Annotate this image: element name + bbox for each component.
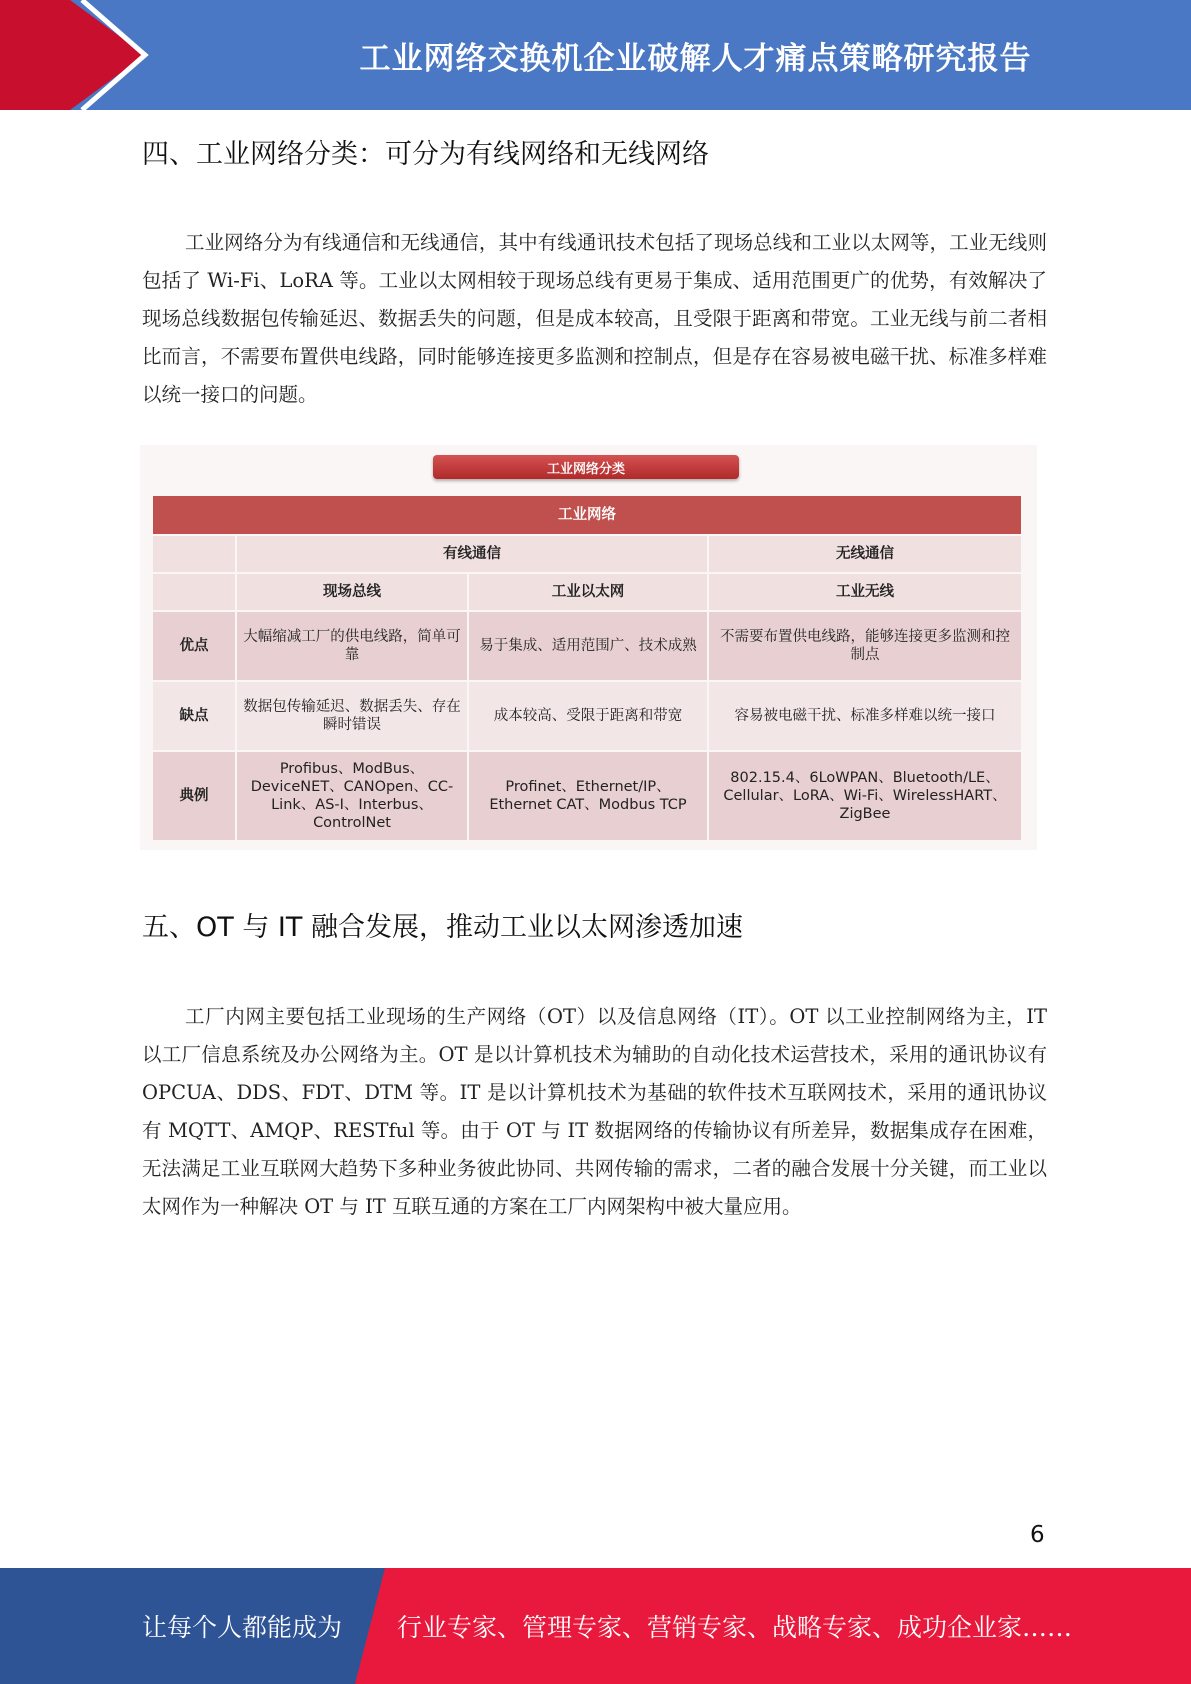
cell-fieldbus-examples: Profibus、ModBus、DeviceNET、CANOpen、CC-Link、AS-I、Interbus、ControlNet [237, 752, 467, 840]
header-chevron-graphic [0, 0, 160, 110]
column-header-fieldbus: 现场总线 [237, 574, 467, 610]
network-classification-figure [140, 445, 1037, 850]
table-corner-cell [153, 536, 235, 572]
row-label-advantages: 优点 [153, 612, 235, 680]
cell-ethernet-disadvantages: 成本较高、受限于距离和带宽 [469, 682, 707, 750]
row-label-examples: 典例 [153, 752, 235, 840]
cell-ethernet-advantages: 易于集成、适用范围广、技术成熟 [469, 612, 707, 680]
table-row [153, 682, 1021, 750]
page-number: 6 [1030, 1522, 1045, 1548]
section-4-paragraph: 工业网络分为有线通信和无线通信，其中有线通讯技术包括了现场总线和工业以太网等，工业无线则包括了 Wi-Fi、LoRA 等。工业以太网相较于现场总线有更易于集成、适用范围更广的优势，有效解决了现场总线数据包传输延迟、数据丢失的问题，但是成本较高，且受限于距离和带宽。工业无线与前二者相比而言，不需要布置供电线路，同时能够连接更多监测和控制点，但是存在容易被电磁干扰、标准多样难以统一接口的问题。 [142, 231, 1047, 406]
footer-slogan-right: 行业专家、管理专家、营销专家、战略专家、成功企业家…… [397, 1613, 1073, 1642]
cell-wireless-examples: 802.15.4、6LoWPAN、Bluetooth/LE、Cellular、LoRA、Wi-Fi、WirelessHART、ZigBee [709, 752, 1021, 840]
cell-fieldbus-disadvantages: 数据包传输延迟、数据丢失、存在瞬时错误 [237, 682, 467, 750]
column-header-wireless: 工业无线 [709, 574, 1021, 610]
page-footer [0, 1568, 1191, 1684]
group-header-wireless: 无线通信 [709, 536, 1021, 572]
table-row [153, 752, 1021, 840]
report-title: 工业网络交换机企业破解人才痛点策略研究报告 [359, 40, 1032, 77]
table-row [153, 612, 1021, 680]
group-header-wired: 有线通信 [237, 536, 707, 572]
section-5-paragraph: 工厂内网主要包括工业现场的生产网络（OT）以及信息网络（IT）。OT 以工业控制网络为主，IT 以工厂信息系统及办公网络为主。OT 是以计算机技术为辅助的自动化技术运营技术，采用的通讯协议有 OPCUA、DDS、FDT、DTM 等。IT 是以计算机技术为基础的软件技术互联网技术，采用的通讯协议有 MQTT、AMQP、RESTful 等。由于 OT 与 IT 数据网络的传输协议有所差异，数据集成存在困难，无法满足工业互联网大趋势下多种业务彼此协同、共网传输的需求，二者的融合发展十分关键，而工业以太网作为一种解决 OT 与 IT 互联互通的方案在工厂内网架构中被大量应用。 [142, 1005, 1047, 1218]
section-5-heading: 五、OT 与 IT 融合发展，推动工业以太网渗透加速 [142, 912, 743, 943]
classification-table [151, 494, 1023, 842]
cell-ethernet-examples: Profinet、Ethernet/IP、Ethernet CAT、Modbus TCP [469, 752, 707, 840]
section-4-heading: 四、工业网络分类：可分为有线网络和无线网络 [142, 139, 709, 170]
row-label-disadvantages: 缺点 [153, 682, 235, 750]
footer-slogan-left: 让每个人都能成为 [142, 1613, 343, 1642]
cell-wireless-disadvantages: 容易被电磁干扰、标准多样难以统一接口 [709, 682, 1021, 750]
page-header [0, 0, 1191, 110]
cell-wireless-advantages: 不需要布置供电线路，能够连接更多监测和控制点 [709, 612, 1021, 680]
column-header-ethernet: 工业以太网 [469, 574, 707, 610]
table-top-header: 工业网络 [153, 496, 1021, 534]
table-corner-cell [153, 574, 235, 610]
figure-title-banner: 工业网络分类 [433, 455, 739, 479]
cell-fieldbus-advantages: 大幅缩减工厂的供电线路，简单可靠 [237, 612, 467, 680]
